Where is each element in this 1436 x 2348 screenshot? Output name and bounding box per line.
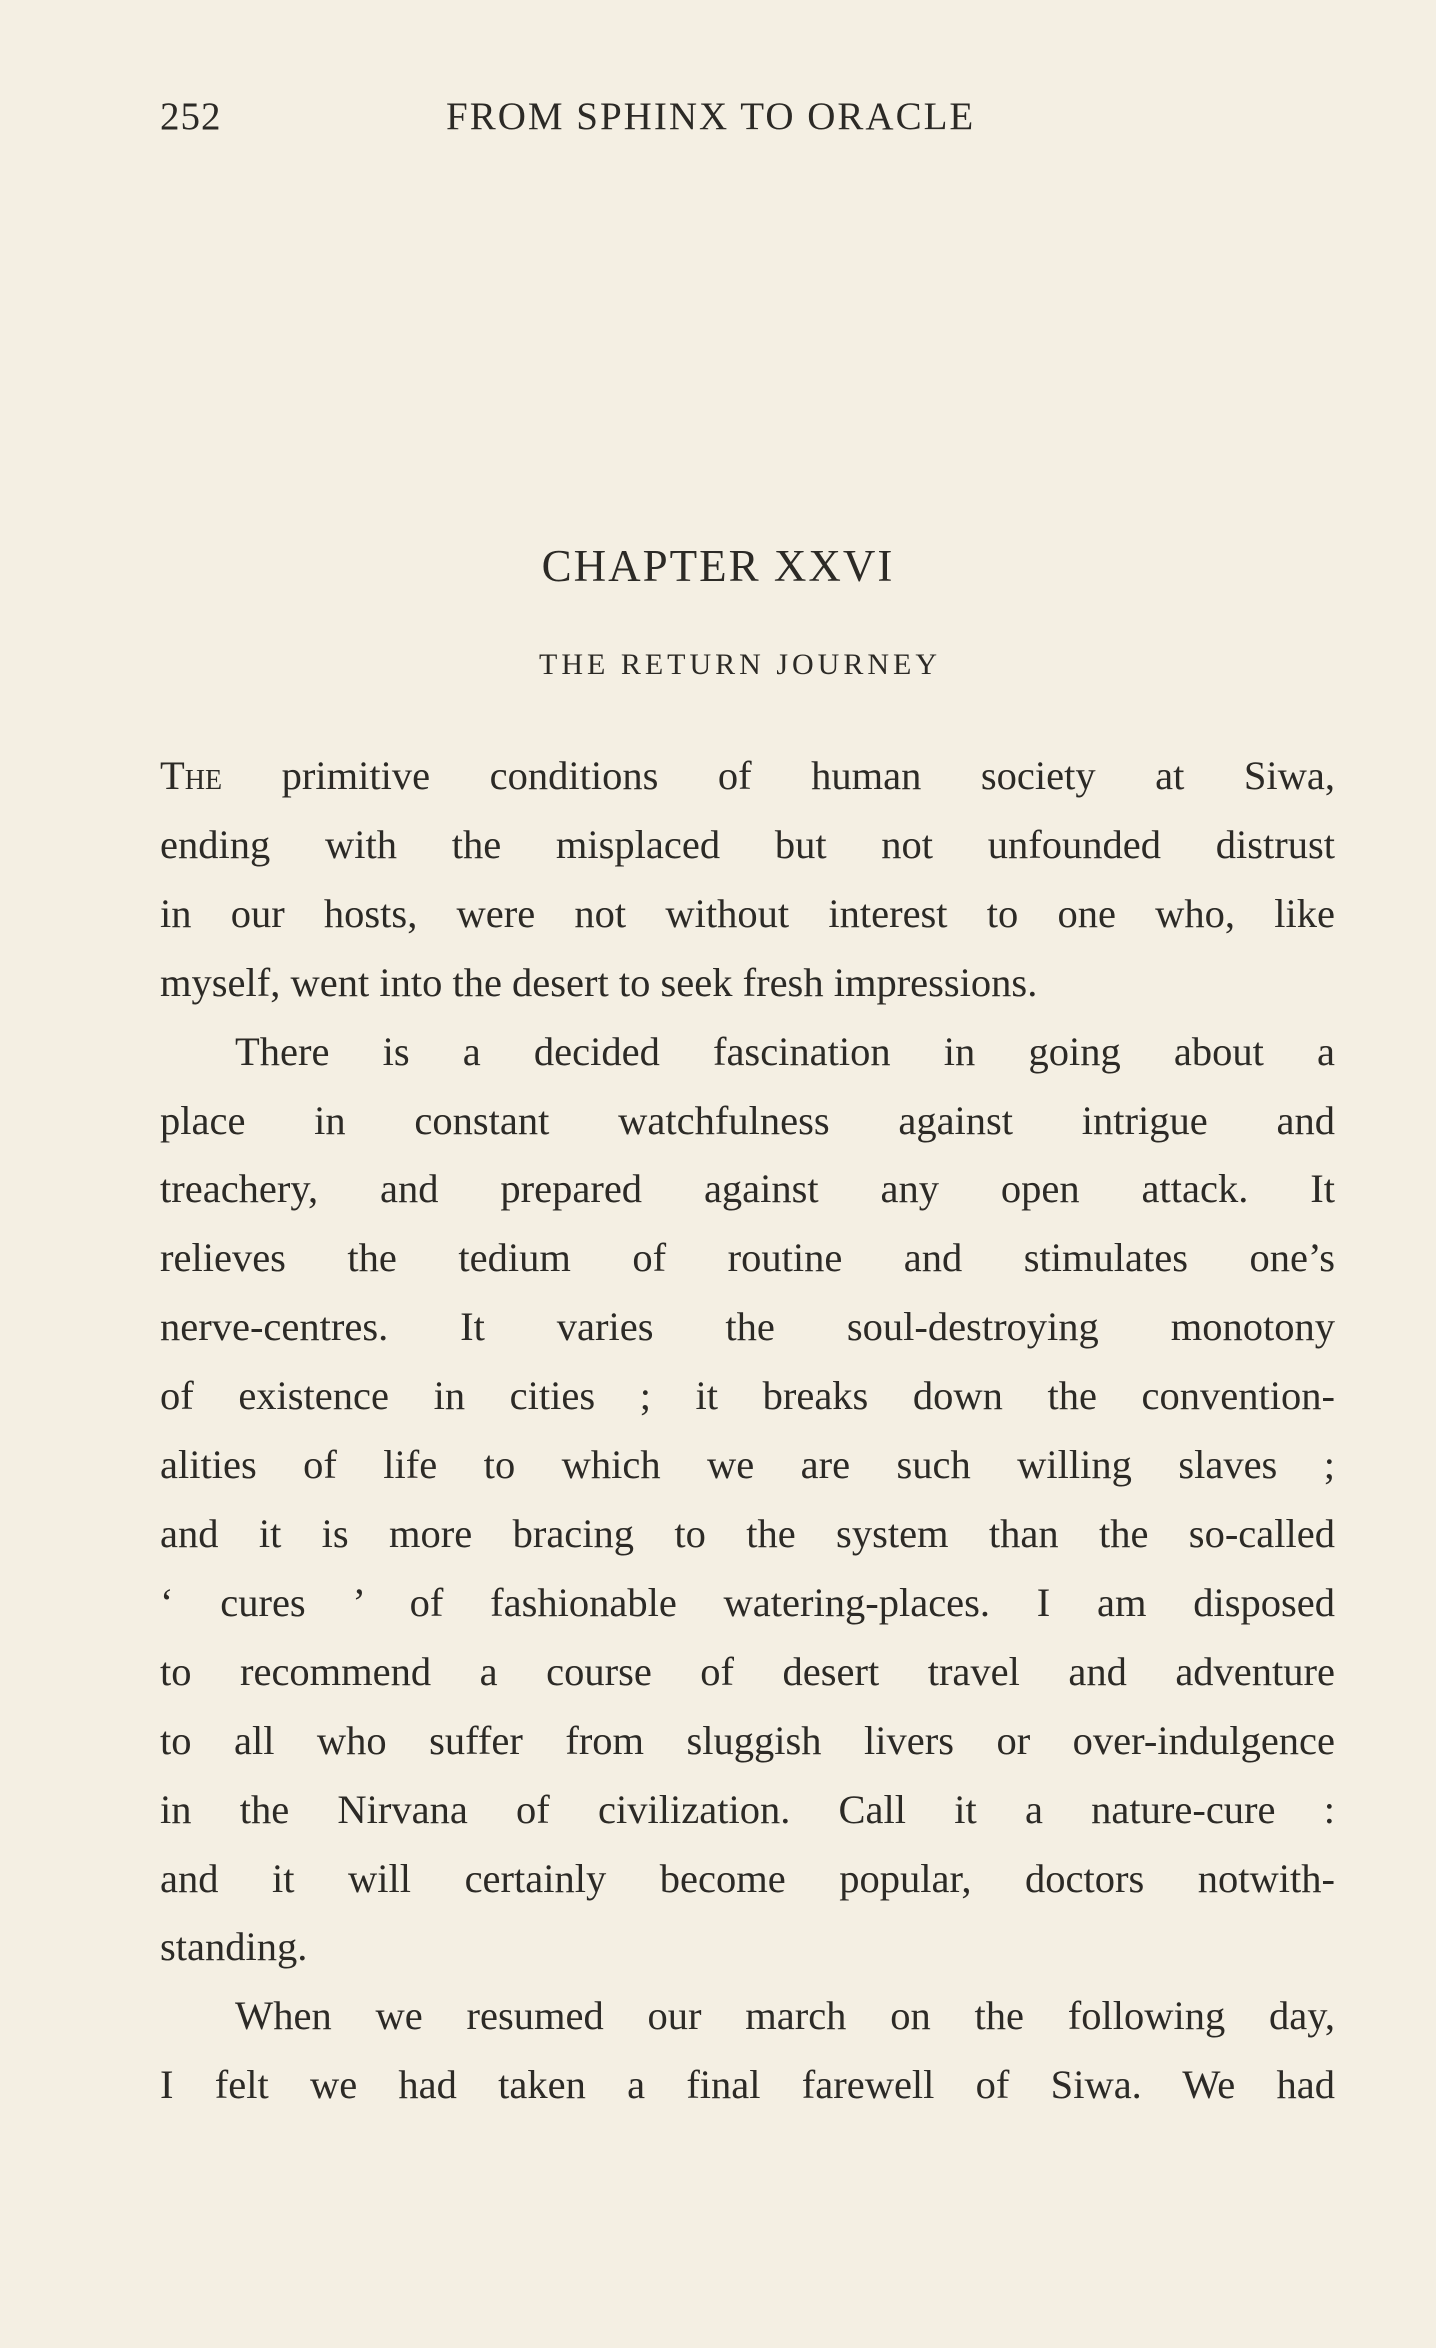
text-line: in the Nirvana of civilization. Call it a nature-cure : <box>160 1786 1335 1832</box>
text-line <box>160 1982 1335 2051</box>
line-text: There is a decided fascination in going about a <box>235 1028 1335 1074</box>
opening-word: The <box>160 753 223 798</box>
running-head <box>160 94 1336 144</box>
text-line: nerve-centres. It varies the soul-destroying monotony <box>160 1304 1335 1350</box>
text-line: place in constant watchfulness against intrigue and <box>160 1097 1335 1143</box>
text-line: in our hosts, were not without interest to one who, like <box>160 890 1335 936</box>
running-title: FROM SPHINX TO ORACLE <box>446 95 976 138</box>
text-line: treachery, and prepared against any open attack. It <box>160 1166 1335 1212</box>
text-line: of existence in cities ; it breaks down the convention- <box>160 1373 1335 1419</box>
line-text: When we resumed our march on the following day, <box>235 1993 1335 2039</box>
body-text <box>160 742 1335 2120</box>
chapter-heading: CHAPTER XXVI <box>541 541 895 591</box>
text-line: and it will certainly become popular, doctors notwith- <box>160 1855 1335 1901</box>
text-line: relieves the tedium of routine and stimulates one’s <box>160 1235 1335 1281</box>
text-line: myself, went into the desert to seek fresh impressions. <box>160 959 1038 1005</box>
chapter-subtitle: THE RETURN JOURNEY <box>539 648 941 681</box>
text-line: alities of life to which we are such willing slaves ; <box>160 1442 1335 1488</box>
text-line: I felt we had taken a final farewell of Siwa. We had <box>160 2062 1335 2108</box>
text-line: and it is more bracing to the system than the so-called <box>160 1510 1335 1556</box>
text-line: ‘ cures ’ of fashionable watering-places. I am disposed <box>160 1579 1335 1625</box>
text-line: ending with the misplaced but not unfounded distrust <box>160 821 1335 867</box>
line-text: primitive conditions of human society at Siwa, <box>222 753 1335 798</box>
text-line: to recommend a course of desert travel and adventure <box>160 1648 1335 1694</box>
text-line: standing. <box>160 1924 308 1970</box>
text-line <box>160 742 1335 811</box>
text-line: to all who suffer from sluggish livers or over-indulgence <box>160 1717 1335 1763</box>
text-line <box>160 1018 1335 1087</box>
page-number: 252 <box>160 95 222 138</box>
